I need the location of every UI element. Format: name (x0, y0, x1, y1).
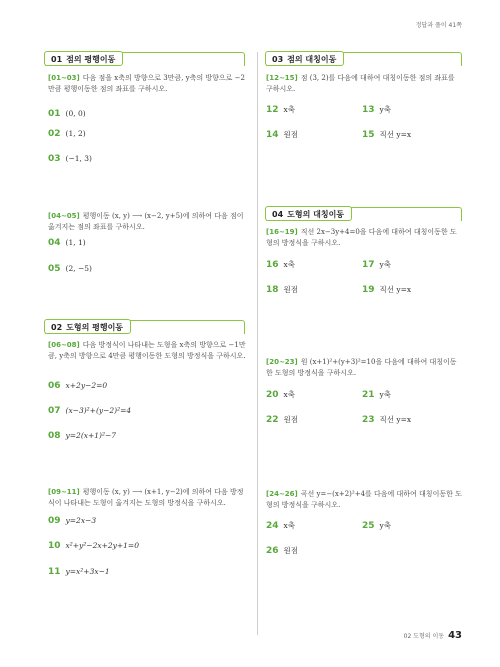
problem-10: 10 x²+y²−2x+2y+1=0 (48, 541, 139, 551)
problem-09: 09 y=2x−3 (48, 516, 97, 526)
instruction-01-03: [01~03] 다음 점을 x축의 방향으로 3만큼, y축의 방향으로 −2만큼 평행이동한 점의 좌표를 구하시오. (48, 74, 245, 93)
section-header-01 (45, 52, 245, 66)
problem-14: 14 원점 (266, 130, 299, 140)
section-number: 04 (272, 210, 284, 219)
section-number: 01 (51, 55, 63, 64)
problem-03: 03 (−1, 3) (48, 154, 92, 164)
section-number: 03 (272, 55, 284, 64)
section-title: 도형의 대칭이동 (287, 210, 345, 219)
problem-04: 04 (1, 1) (48, 238, 86, 248)
page-footer (404, 630, 462, 641)
column-divider (257, 52, 258, 635)
problem-26: 26 원점 (266, 546, 299, 556)
problem-16: 16 x축 (266, 260, 296, 270)
problem-07: 07 (x−3)²+(y−2)²=4 (48, 406, 132, 416)
problem-21: 21 y축 (362, 390, 392, 400)
problem-06: 06 x+2y−2=0 (48, 381, 108, 391)
page-header: 정답과 풀이 41쪽 (415, 22, 462, 29)
instruction-24-26: [24~26] 곡선 y=−(x+2)²+4를 다음에 대하여 대칭이동한 도형의 방정식을 구하시오. (266, 490, 462, 509)
problem-13: 13 y축 (362, 105, 392, 115)
section-title: 도형의 평행이동 (66, 323, 124, 332)
instruction-06-08: [06~08] 다음 방정식이 나타내는 도형을 x축의 방향으로 −1만큼, y축의 방향으로 4만큼 평행이동한 도형의 방정식을 구하시오. (48, 341, 246, 360)
problem-24: 24 x축 (266, 521, 296, 531)
problem-05: 05 (2, −5) (48, 264, 92, 274)
problem-18: 18 원점 (266, 285, 299, 295)
problem-01: 01 (0, 0) (48, 109, 86, 119)
section-header-03 (266, 52, 462, 66)
problem-02: 02 (1, 2) (48, 129, 86, 139)
instruction-20-23: [20~23] 원 (x+1)²+(y+3)²=10을 다음에 대하여 대칭이동한 도형의 방정식을 구하시오. (266, 358, 457, 377)
problem-17: 17 y축 (362, 260, 392, 270)
problem-19: 19 직선 y=x (362, 285, 412, 295)
instruction-12-15: [12~15] 점 (3, 2)를 다음에 대하여 대칭이동한 점의 좌표를 구하시오. (266, 74, 455, 93)
section-header-02 (45, 320, 245, 334)
instruction-09-11: [09~11] 평행이동 (x, y) ⟶ (x+1, y−2)에 의하여 다음 방정식이 나타내는 도형이 옮겨지는 도형의 방정식을 구하시오. (48, 488, 244, 507)
problem-22: 22 원점 (266, 415, 299, 425)
instruction-04-05: [04~05] 평행이동 (x, y) ⟶ (x−2, y+5)에 의하여 다음 점이 옮겨지는 점의 좌표를 구하시오. (48, 212, 244, 231)
problem-12: 12 x축 (266, 105, 296, 115)
problem-11: 11 y=x²+3x−1 (48, 567, 110, 577)
problem-20: 20 x축 (266, 390, 296, 400)
page-number: 43 (448, 630, 462, 641)
problem-25: 25 y축 (362, 521, 392, 531)
problem-15: 15 직선 y=x (362, 130, 412, 140)
section-number: 02 (51, 323, 63, 332)
section-title: 점의 대칭이동 (287, 55, 337, 64)
section-title: 점의 평행이동 (66, 55, 116, 64)
footer-chapter: 02 도형의 이동 (403, 633, 445, 640)
section-header-04 (266, 207, 462, 221)
instruction-16-19: [16~19] 직선 2x−3y+4=0을 다음에 대하여 대칭이동한 도형의 방정식을 구하시오. (266, 228, 457, 247)
problem-23: 23 직선 y=x (362, 415, 412, 425)
problem-08: 08 y=2(x+1)²−7 (48, 431, 117, 441)
